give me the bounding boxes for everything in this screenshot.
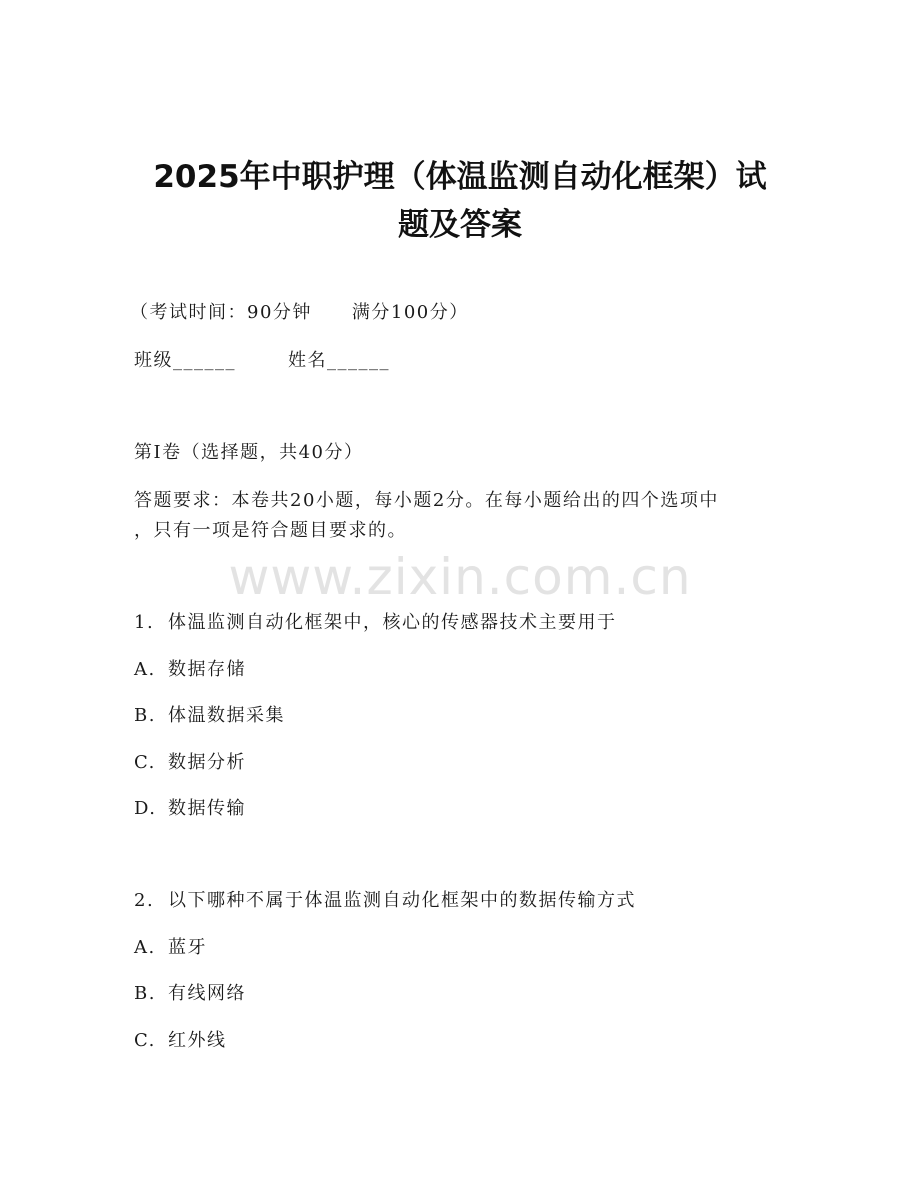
name-field: 姓名______ [288, 350, 390, 371]
option-key: C. [134, 1030, 156, 1051]
question-2-option-a [134, 937, 207, 959]
option-key: D. [134, 798, 157, 819]
option-key: B. [134, 705, 156, 726]
option-text: 数据存储 [168, 659, 246, 680]
question-2 [134, 890, 636, 912]
question-1-option-b [134, 705, 285, 727]
answer-requirement-line-1: 答题要求：本卷共20小题，每小题2分。在每小题给出的四个选项中 [134, 490, 719, 511]
option-key: C. [134, 752, 156, 773]
document-title-line-1: 2025年中职护理（体温监测自动化框架）试 [153, 159, 767, 195]
student-info-row [134, 350, 390, 372]
option-key: A. [134, 659, 156, 680]
class-field: 班级______ [134, 350, 236, 371]
question-1-option-a [134, 659, 246, 681]
option-key: A. [134, 937, 156, 958]
question-1-option-d [134, 798, 246, 820]
exam-time-score [130, 302, 469, 324]
document-title-line-2: 题及答案 [398, 207, 522, 243]
question-1-option-c [134, 752, 246, 774]
exam-time: （考试时间：90分钟 [130, 302, 312, 323]
question-2-option-c [134, 1030, 227, 1052]
section-heading: 第I卷（选择题，共40分） [134, 442, 364, 463]
watermark: www.zixin.com.cn [228, 548, 692, 606]
option-text: 蓝牙 [168, 937, 207, 958]
question-text: 体温监测自动化框架中，核心的传感器技术主要用于 [168, 612, 617, 633]
question-text: 以下哪种不属于体温监测自动化框架中的数据传输方式 [168, 890, 636, 911]
question-2-option-b [134, 983, 246, 1005]
exam-full-score: 满分100分） [351, 302, 469, 323]
option-text: 有线网络 [168, 983, 246, 1004]
option-text: 数据传输 [168, 798, 246, 819]
option-text: 数据分析 [168, 752, 246, 773]
question-number: 2. [134, 890, 155, 911]
answer-requirement-line-2: ，只有一项是符合题目要求的。 [134, 520, 407, 541]
option-text: 红外线 [168, 1030, 227, 1051]
question-number: 1. [134, 612, 155, 633]
question-1 [134, 612, 617, 634]
option-key: B. [134, 983, 156, 1004]
option-text: 体温数据采集 [168, 705, 285, 726]
